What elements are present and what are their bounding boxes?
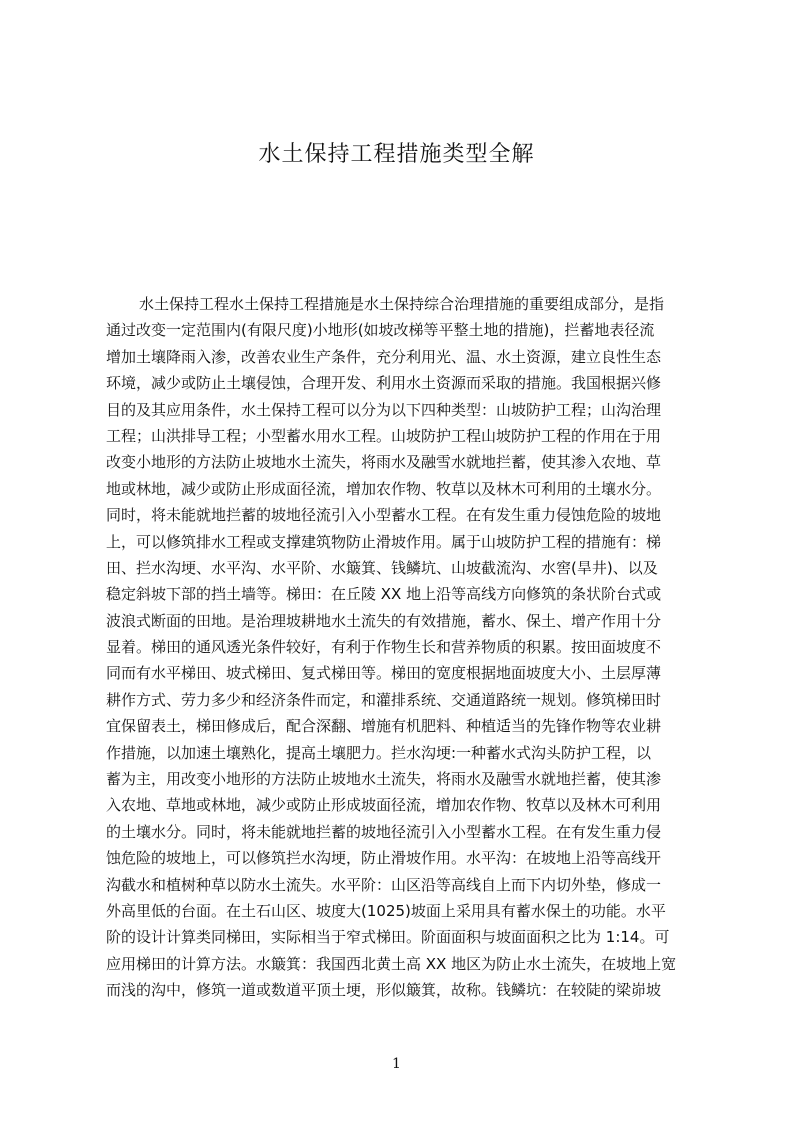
body-line: 地或林地，减少或防止形成面径流，增加农作物、牧草以及林木可利用的土壤水分。 (106, 479, 662, 498)
body-line: 作措施，以加速土壤熟化，提高土壤肥力。拦水沟埂:一种蓄水式沟头防护工程，以 (106, 743, 652, 762)
body-line: 的土壤水分。同时，将未能就地拦蓄的坡地径流引入小型蓄水工程。在有发生重力侵 (106, 822, 662, 841)
body-line: 工程；山洪排导工程；小型蓄水用水工程。山坡防护工程山坡防护工程的作用在于用 (106, 426, 662, 445)
body-line: 波浪式断面的田地。是治理坡耕地水土流失的有效措施，蓄水、保土、增产作用十分 (106, 611, 662, 630)
document-title: 水土保持工程措施类型全解 (258, 142, 535, 167)
body-line: 田、拦水沟埂、水平沟、水平阶、水簸箕、钱鳞坑、山坡截流沟、水窖(旱井)、以及 (106, 558, 658, 577)
page-number: 1 (392, 1056, 401, 1072)
body-line: 稳定斜坡下部的挡土墙等。梯田：在丘陵 XX 地上沿等高线方向修筑的条状阶台式或 (106, 585, 662, 604)
body-line: 显着。梯田的通风透光条件较好，有利于作物生长和营养物质的积累。按田面坡度不 (106, 638, 662, 657)
body-line: 增加土壤降雨入渗，改善农业生产条件，充分利用光、温、水土资源，建立良性生态 (106, 347, 662, 366)
body-line: 外高里低的台面。在土石山区、坡度大(1025)坡面上采用具有蓄水保土的功能。水平 (106, 901, 666, 920)
body-line: 应用梯田的计算方法。水簸箕：我国西北黄土高 XX 地区为防止水土流失，在坡地上宽 (106, 954, 677, 973)
body-line: 同时，将未能就地拦蓄的坡地径流引入小型蓄水工程。在有发生重力侵蚀危险的坡地 (106, 506, 662, 525)
body-line: 通过改变一定范围内(有限尺度)小地形(如坡改梯等平整土地的措施)，拦蓄地表径流 (106, 321, 655, 340)
body-line: 水土保持工程水土保持工程措施是水土保持综合治理措施的重要组成部分，是指 (139, 295, 665, 313)
body-line: 宜保留表土，梯田修成后，配合深翻、增施有机肥料、种植适当的先锋作物等农业耕 (106, 717, 662, 736)
body-line: 环境，减少或防止土壤侵蚀，合理开发、利用水土资源而采取的措施。我国根据兴修 (106, 374, 662, 393)
body-line: 蚀危险的坡地上，可以修筑拦水沟埂，防止滑坡作用。水平沟：在坡地上沿等高线开 (106, 849, 662, 868)
body-line: 上，可以修筑排水工程或支撑建筑物防止滑坡作用。属于山坡防护工程的措施有：梯 (106, 532, 662, 551)
body-line: 沟截水和植树种草以防水土流失。水平阶：山区沿等高线自上而下内切外垫，修成一 (106, 875, 662, 894)
body-line: 改变小地形的方法防止坡地水土流失，将雨水及融雪水就地拦蓄，使其渗入农地、草 (106, 453, 662, 472)
body-line: 耕作方式、劳力多少和经济条件而定，和灌排系统、交通道路统一规划。修筑梯田时 (106, 690, 662, 709)
body-text (106, 291, 704, 1004)
body-line: 蓄为主，用改变小地形的方法防止坡地水土流失，将雨水及融雪水就地拦蓄，使其渗 (106, 770, 662, 789)
body-line: 目的及其应用条件，水土保持工程可以分为以下四种类型：山坡防护工程；山沟治理 (106, 400, 662, 419)
body-line: 阶的设计计算类同梯田，实际相当于窄式梯田。阶面面积与坡面面积之比为 1:14。可 (106, 928, 670, 947)
body-line: 而浅的沟中，修筑一道或数道平顶土埂，形似簸箕，故称。钱鳞坑：在较陡的梁峁坡 (106, 981, 662, 1000)
body-line: 入农地、草地或林地，减少或防止形成坡面径流，增加农作物、牧草以及林木可利用 (106, 796, 662, 815)
body-line: 同而有水平梯田、坡式梯田、复式梯田等。梯田的宽度根据地面坡度大小、土层厚薄 (106, 664, 662, 683)
